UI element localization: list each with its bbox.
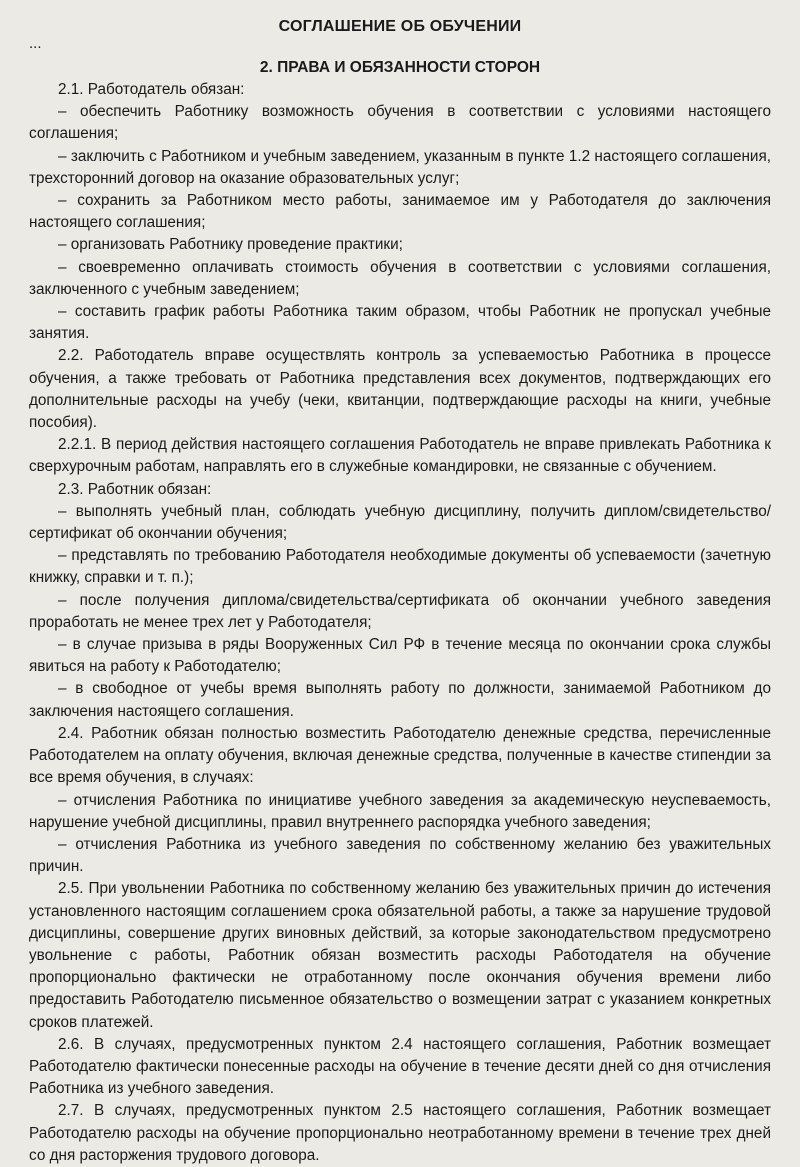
clause-item: – отчисления Работника по инициативе учебного заведения за академическую неуспеваемость, нарушение учебной дисциплины, правил внутреннего распорядка учебного заведения; [29, 791, 771, 831]
omission-mark: ... [29, 35, 42, 52]
clause-item: – в свободное от учебы время выполнять работу по должности, занимаемой Работником до заключения настоящего соглашения. [29, 680, 771, 720]
clause-2-7: 2.7. В случаях, предусмотренных пунктом 2.5 настоящего соглашения, Работник возмещает Работодателю расходы на обучение пропорционально неотработанному времени в течение трех дней со дня расторжения трудового договора. [29, 1102, 771, 1164]
clause-2-2-1: 2.2.1. В период действия настоящего соглашения Работодатель не вправе привлекать Работника к сверхурочным работам, направлять его в служебные командировки, не связанные с обучением. [29, 436, 771, 476]
clause-item: – обеспечить Работнику возможность обучения в соответствии с условиями настоящего соглашения; [29, 103, 771, 143]
clause-item: – организовать Работнику проведение практики; [58, 236, 403, 254]
clause-item: – своевременно оплачивать стоимость обучения в соответствии с условиями соглашения, заключенного с учебным заведением; [29, 258, 771, 298]
section-body [29, 79, 771, 1167]
clause-item: – после получения диплома/свидетельства/сертификата об окончании учебного заведения проработать не менее трех лет у Работодателя; [29, 591, 771, 631]
clause-2-5: 2.5. При увольнении Работника по собственному желанию без уважительных причин до истечения установленного настоящим соглашением срока обязательной работы, а также за нарушение трудовой дисциплины, совершение других виновных действий, за которые законодательством предусмотрено увольнение с работы, Работник обязан возместить расходы Работодателя на обучение пропорционально фактически не отработанному после окончания обучения времени либо предоставить Работодателю письменное обязательство о возмещении затрат с указанием конкретных сроков платежей. [29, 880, 771, 1031]
section-title: 2. ПРАВА И ОБЯЗАННОСТИ СТОРОН [259, 59, 541, 76]
clause-2-1: 2.1. Работодатель обязан: [58, 81, 245, 98]
clause-2-4: 2.4. Работник обязан полностью возместить Работодателю денежные средства, перечисленные Работодателем на оплату обучения, включая денежные средства, полученные в качестве стипендии за все время обучения, в случаях: [29, 724, 771, 787]
clause-item: – отчисления Работника из учебного заведения по собственному желанию без уважительных причин. [29, 835, 771, 876]
clause-2-2: 2.2. Работодатель вправе осуществлять контроль за успеваемостью Работника в процессе обучения, а также требовать от Работника представления всех документов, подтверждающих его дополнительные расходы на учебу (чеки, квитанции, подтверждающие расходы на книги, учебные пособия). [29, 347, 771, 432]
clause-item: – представлять по требованию Работодателя необходимые документы об успеваемости (зачетную книжку, справки и т. п.); [29, 547, 771, 587]
clause-item: – составить график работы Работника таким образом, чтобы Работник не пропускал учебные занятия. [29, 303, 771, 343]
document-title: СОГЛАШЕНИЕ ОБ ОБУЧЕНИИ [278, 18, 522, 35]
clause-2-3: 2.3. Работник обязан: [58, 480, 212, 498]
clause-item: – заключить с Работником и учебным заведением, указанным в пункте 1.2 настоящего соглашения, трехсторонний договор на оказание образовательных услуг; [29, 147, 771, 187]
clause-item: – в случае призыва в ряды Вооруженных Сил РФ в течение месяца по окончании срока службы явиться на работу к Работодателю; [29, 636, 771, 676]
clause-2-6: 2.6. В случаях, предусмотренных пунктом 2.4 настоящего соглашения, Работник возмещает Работодателю фактически понесенные расходы на обучение в течение десяти дней со дня отчисления Работника из учебного заведения. [29, 1035, 771, 1098]
clause-item: – сохранить за Работником место работы, занимаемое им у Работодателя до заключения настоящего соглашения; [29, 192, 771, 232]
clause-item: – выполнять учебный план, соблюдать учебную дисциплину, получить диплом/свидетельство/сертификат об окончании обучения; [29, 502, 771, 543]
